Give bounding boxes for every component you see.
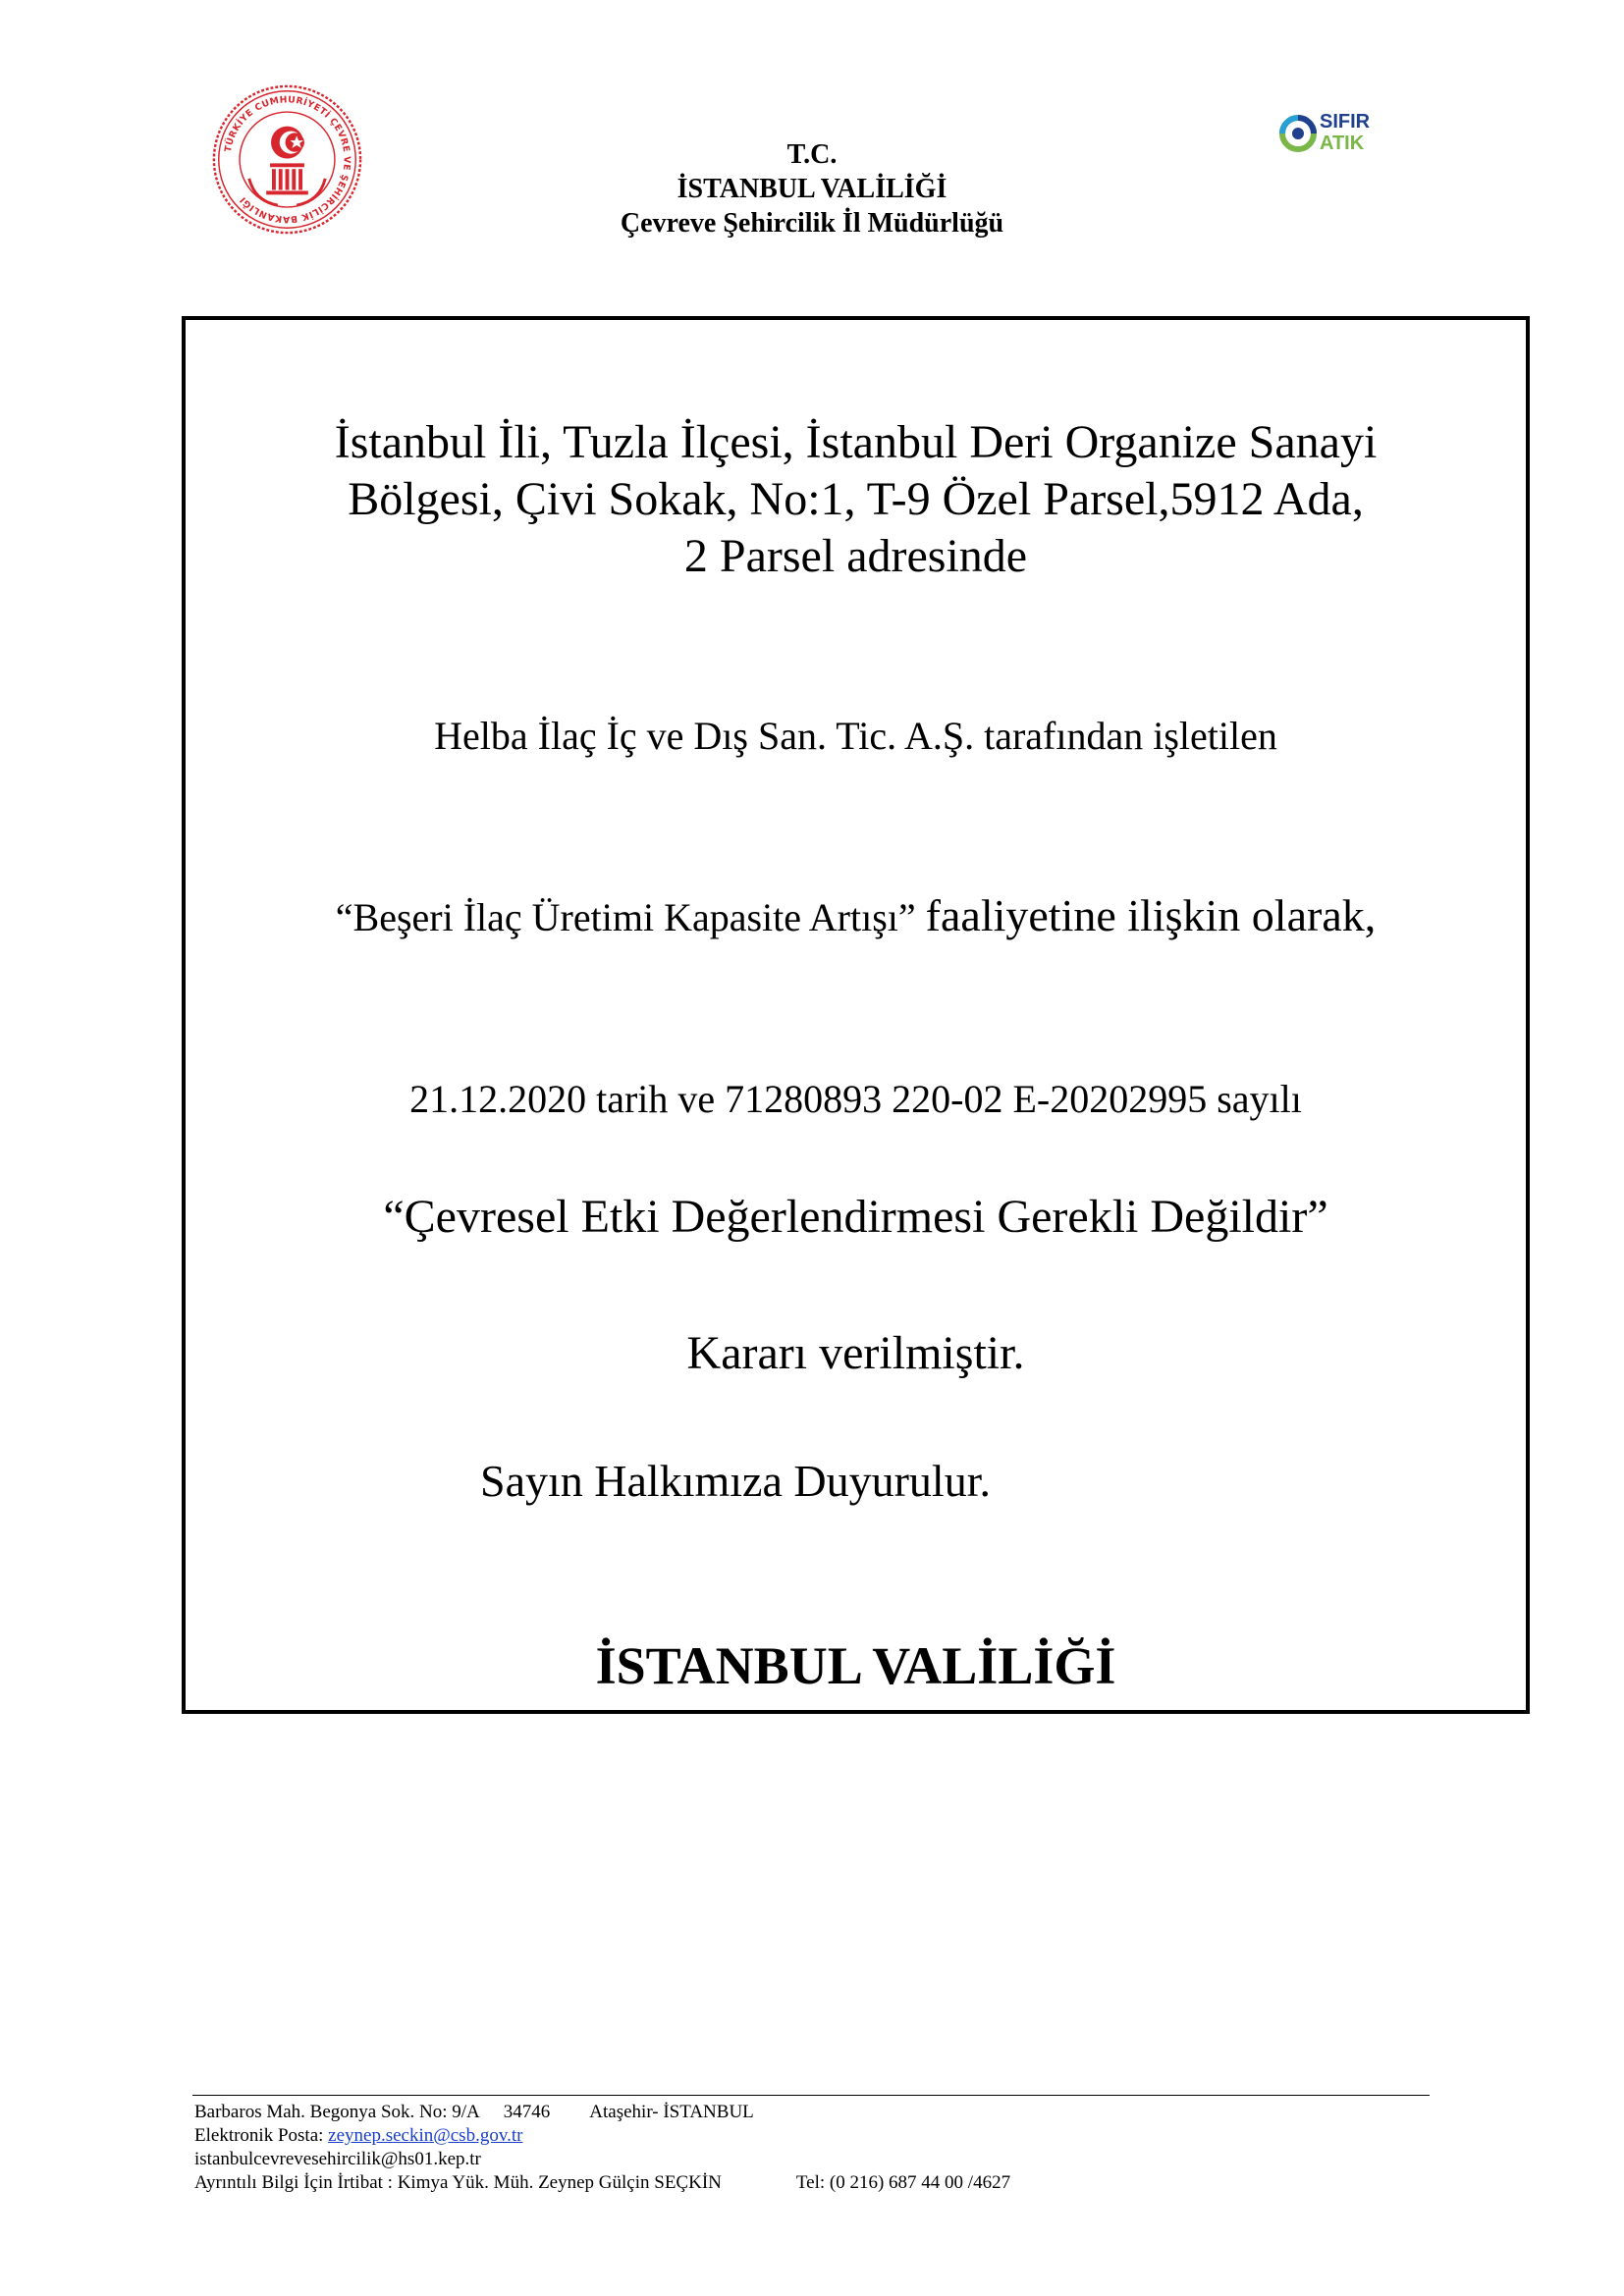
decision-text: “Çevresel Etki Değerlendirmesi Gerekli Değildir” [383, 1191, 1328, 1243]
activity-line [186, 889, 1526, 941]
footer-address-line [194, 2101, 1432, 2124]
zero-waste-text-bottom: ATIK [1320, 133, 1365, 154]
footer-divider [192, 2095, 1430, 2096]
activity-suffix: faaliyetine ilişkin olarak, [925, 890, 1377, 940]
announcement-box [182, 316, 1530, 1714]
footer-email-link[interactable]: zeynep.seckin@csb.gov.tr [328, 2125, 523, 2146]
footer-email-label: Elektronik Posta: [194, 2125, 324, 2146]
footer-contact-line [194, 2171, 1432, 2195]
document-footer [194, 2101, 1432, 2195]
footer-phone: Tel: (0 216) 687 44 00 /4627 [795, 2172, 1011, 2193]
seal-ring-text: TÜRKİYE CUMHURİYETİ ÇEVRE VE ŞEHİRCİLİK BAKANLIĞI [222, 94, 352, 225]
zero-waste-text-top: SIFIR [1320, 111, 1371, 133]
header-governorship: İSTANBUL VALİLİĞİ [677, 174, 947, 204]
footer-address: Barbaros Mah. Begonya Sok. No: 9/A [194, 2102, 480, 2122]
public-announcement: Sayın Halkımıza Duyurulur. [480, 1456, 991, 1506]
verdict-text: Kararı verilmiştir. [686, 1327, 1025, 1379]
operator-line: Helba İlaç İç ve Dış San. Tic. A.Ş. tarafından işletilen [434, 714, 1277, 758]
address-line: 2 Parsel adresinde [683, 530, 1028, 582]
decision-reference: 21.12.2020 tarih ve 71280893 220-02 E-20202995 sayılı [409, 1077, 1302, 1121]
header-tc: T.C. [786, 139, 838, 170]
footer-contact: Ayrıntılı Bilgi İçin İrtibat : Kimya Yük. Müh. Zeynep Gülçin SEÇKİN [194, 2172, 722, 2193]
footer-email-line [194, 2124, 1432, 2148]
document-header [0, 137, 1624, 240]
header-directorate: Çevreve Şehircilik İl Müdürlüğü [620, 208, 1004, 239]
address-line: Bölgesi, Çivi Sokak, No:1, T-9 Özel Parsel,5912 Ada, [348, 473, 1364, 525]
address-line: İstanbul İli, Tuzla İlçesi, İstanbul Deri Organize Sanayi [334, 416, 1378, 468]
footer-kep: istanbulcevrevesehircilik@hs01.kep.tr [194, 2149, 481, 2169]
footer-district: Ataşehir- İSTANBUL [589, 2102, 754, 2122]
signature-authority: İSTANBUL VALİLİĞİ [595, 1636, 1116, 1695]
activity-title: “Beşeri İlaç Üretimi Kapasite Artışı” [335, 895, 916, 939]
footer-postcode: 34746 [503, 2102, 551, 2122]
facility-address [186, 414, 1526, 585]
